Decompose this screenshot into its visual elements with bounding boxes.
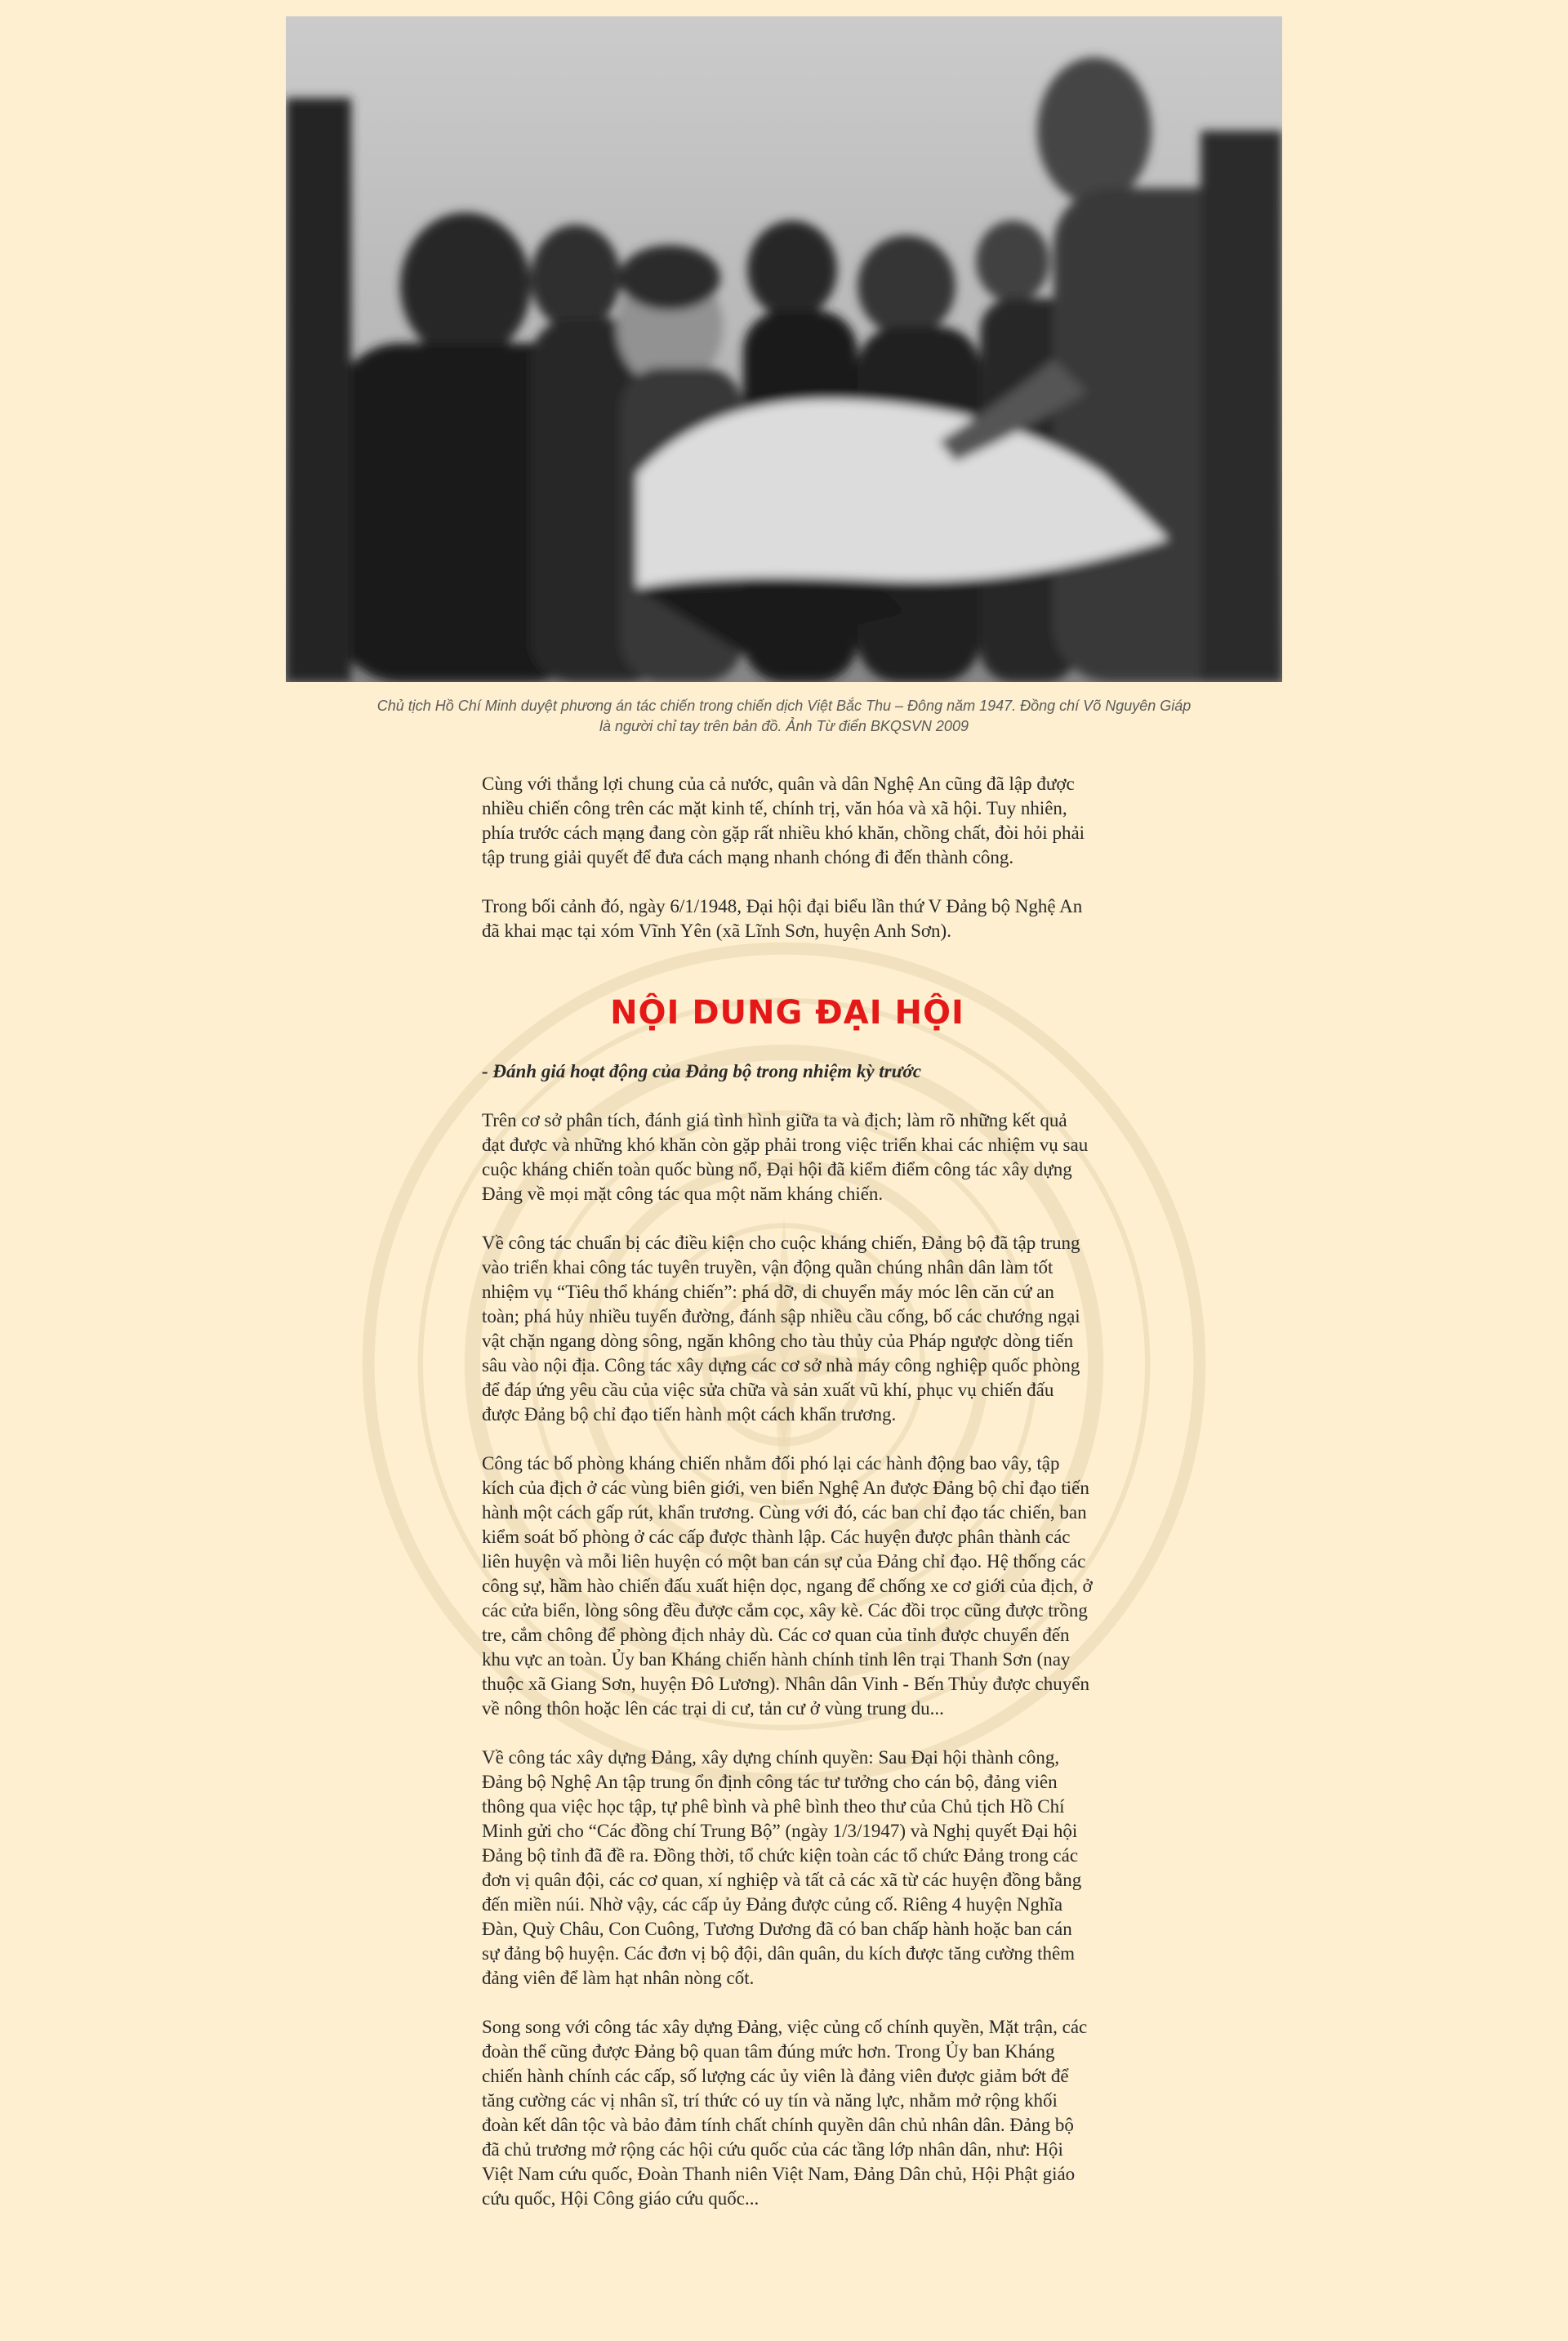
historical-photo [286,16,1282,682]
intro-paragraph-2: Trong bối cảnh đó, ngày 6/1/1948, Đại hội đại biểu lần thứ V Đảng bộ Nghệ An đã khai mạc tại xóm Vĩnh Yên (xã Lĩnh Sơn, huyện Anh Sơn). [482,896,1083,941]
section-paragraph-1: Trên cơ sở phân tích, đánh giá tình hình giữa ta và địch; làm rõ những kết quả đạt được và những khó khăn còn gặp phải trong việc triển khai các nhiệm vụ sau cuộc kháng chiến toàn quốc bùng nổ, Đại hội đã kiểm điểm công tác xây dựng Đảng về mọi mặt công tác qua một năm kháng chiến. [482,1110,1089,1204]
historical-photo-icon [286,16,1282,682]
section-subheading: - Đánh giá hoạt động của Đảng bộ trong nhiệm kỳ trước [482,1061,921,1081]
section-paragraph-5: Song song với công tác xây dựng Đảng, việc củng cố chính quyền, Mặt trận, các đoàn thể cũng được Đảng bộ quan tâm đúng mức hơn. Trong Ủy ban Kháng chiến hành chính các cấp, số lượng các ủy viên là đảng viên được giảm bớt để tăng cường các vị nhân sĩ, trí thức có uy tín và năng lực, nhằm mở rộng khối đoàn kết dân tộc và bảo đảm tính chất chính quyền dân chủ nhân dân. Đảng bộ đã chủ trương mở rộng các hội cứu quốc của các tầng lớp nhân dân, như: Hội Việt Nam cứu quốc, Đoàn Thanh niên Việt Nam, Đảng Dân chủ, Hội Phật giáo cứu quốc, Hội Công giáo cứu quốc... [482,2017,1088,2209]
photo-caption-line1: Chủ tịch Hồ Chí Minh duyệt phương án tác chiến trong chiến dịch Việt Bắc Thu – Đông năm 1947. Đồng chí Võ Nguyên Giáp [376,698,1192,714]
intro-paragraph-1: Cùng với thắng lợi chung của cả nước, quân và dân Nghệ An cũng đã lập được nhiều chiến công trên các mặt kinh tế, chính trị, văn hóa và xã hội. Tuy nhiên, phía trước cách mạng đang còn gặp rất nhiều khó khăn, chồng chất, đòi hỏi phải tập trung giải quyết để đưa cách mạng nhanh chóng đi đến thành công. [482,774,1085,867]
article-body [482,772,1093,2236]
section-paragraph-3: Công tác bố phòng kháng chiến nhằm đối phó lại các hành động bao vây, tập kích của địch ở các vùng biên giới, ven biển Nghệ An được Đảng bộ chỉ đạo tiến hành một cách gấp rút, khẩn trương. Cùng với đó, các ban chỉ đạo tác chiến, ban kiểm soát bố phòng ở các cấp được thành lập. Các huyện được phân thành các liên huyện và mỗi liên huyện có một ban cán sự của Đảng chỉ đạo. Hệ thống các công sự, hầm hào chiến đấu xuất hiện dọc, ngang để chống xe cơ giới của địch, ở các cửa biển, lòng sông đều được cắm cọc, xây kè. Các đồi trọc cũng được trồng tre, cắm chông để phòng địch nhảy dù. Các cơ quan của tỉnh được chuyển đến khu vực an toàn. Ủy ban Kháng chiến hành chính tỉnh lên trại Thanh Sơn (nay thuộc xã Giang Sơn, huyện Đô Lương). Nhân dân Vinh - Bến Thủy được chuyển về nông thôn hoặc lên các trại di cư, tản cư ở vùng trung du... [482,1453,1093,1719]
section-title: NỘI DUNG ĐẠI HỘI [610,994,964,1032]
section-paragraph-4: Về công tác xây dựng Đảng, xây dựng chính quyền: Sau Đại hội thành công, Đảng bộ Nghệ An tập trung ổn định công tác tư tưởng cho cán bộ, đảng viên thông qua việc học tập, tự phê bình và phê bình theo thư của Chủ tịch Hồ Chí Minh gửi cho “Các đồng chí Trung Bộ” (ngày 1/3/1947) và Nghị quyết Đại hội Đảng bộ tỉnh đã đề ra. Đồng thời, tổ chức kiện toàn các tổ chức Đảng trong các đơn vị quân đội, các cơ quan, xí nghiệp và tất cả các xã từ các huyện đồng bằng đến miền núi. Nhờ vậy, các cấp ủy Đảng được củng cố. Riêng 4 huyện Nghĩa Đàn, Quỳ Châu, Con Cuông, Tương Dương đã có ban chấp hành hoặc ban cán sự đảng bộ huyện. Các đơn vị bộ đội, dân quân, du kích được tăng cường thêm đảng viên để làm hạt nhân nòng cốt. [482,1747,1082,1988]
photo-caption [318,696,1250,737]
photo-caption-line2: là người chỉ tay trên bản đồ. Ảnh Từ điển BKQSVN 2009 [599,718,969,734]
section-paragraph-2: Về công tác chuẩn bị các điều kiện cho cuộc kháng chiến, Đảng bộ đã tập trung vào triển khai công tác tuyên truyền, vận động quần chúng nhân dân làm tốt nhiệm vụ “Tiêu thổ kháng chiến”: phá dỡ, di chuyển máy móc lên căn cứ an toàn; phá hủy nhiều tuyến đường, đánh sập nhiều cầu cống, bố các chướng ngại vật chặn ngang dòng sông, ngăn không cho tàu thủy của Pháp ngược dòng tiến sâu vào nội địa. Công tác xây dựng các cơ sở nhà máy công nghiệp quốc phòng để đáp ứng yêu cầu của việc sửa chữa và sản xuất vũ khí, phục vụ chiến đấu được Đảng bộ chỉ đạo tiến hành một cách khẩn trương. [482,1233,1080,1425]
